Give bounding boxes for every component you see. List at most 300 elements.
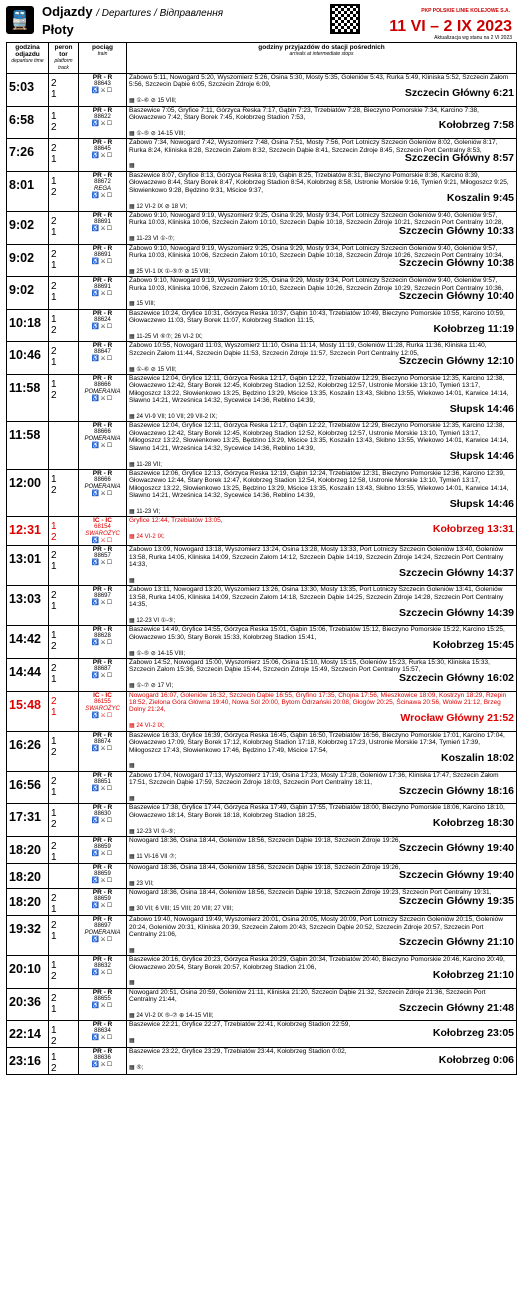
destination: Szczecin Główny 19:40 <box>399 869 514 882</box>
train-number: 88659 <box>94 896 111 903</box>
platform: 1 <box>51 521 57 533</box>
platform: 2 <box>51 695 57 707</box>
departure-time: 15:48 <box>7 691 49 731</box>
calendar-icon: ▦ <box>129 828 137 835</box>
train-name: SWAROŻYC <box>85 705 120 712</box>
remark: ▦ ①-⑥ ⊘ 15 VIII; <box>129 366 177 373</box>
departure-time: 10:18 <box>7 309 49 342</box>
destination: Słupsk 14:46 <box>449 497 514 510</box>
table-row[interactable] <box>7 988 517 1021</box>
intermediate-stops: Baszewice 8:07, Gryfice 8:13, Górzyca Reska 8:19, Gąbin 8:25, Trzebiatów 8:31, Bieczyno Pomorskie 8:36, Karcino 8:39, Głowaczewo 8:44, Stary Borek 8:47, Kołobrzeg Stadion 8:54, Kołobrzeg 8:58, Ustronie Morskie 9:16, Tymień 9:21, Miłogoszcz 9:25, Słowienkowo 9:28, Będzino 9:31, Mścice 9:37, <box>129 171 509 194</box>
amenity-icons: ♿⚔☐ <box>91 490 114 497</box>
table-row[interactable] <box>7 171 517 211</box>
train-name: POMERANIA <box>84 930 121 937</box>
train-name: REGA <box>93 185 111 192</box>
destination: Kołobrzeg 0:06 <box>438 1053 514 1066</box>
destination: Koszalin 9:45 <box>446 192 514 205</box>
track: 1 <box>51 786 57 798</box>
train-type: PR - R <box>92 659 113 667</box>
intermediate-stops: Baszewice 7:05, Gryfice 7:11, Górzyca Reska 7:17, Gąbin 7:23, Trzebiatów 7:28, Bieczyno Pomorskie 7:34, Karcino 7:38, Głowaczewo 7:42, Stary Borek 7:45, Kołobrzeg Stadion 7:53, <box>129 106 479 122</box>
departure-time: 18:20 <box>7 889 49 916</box>
train-number: 88659 <box>94 843 111 850</box>
table-row[interactable] <box>7 916 517 956</box>
calendar-icon: ▦ <box>129 795 135 802</box>
remark: ▦ 24 VI-9 VII; 10 VII; 29 VII-2 IX; <box>129 414 218 421</box>
remark: ▦ 24 VI-2 IX; <box>129 534 165 541</box>
amenity-icons: ♿⚔☐ <box>91 153 114 160</box>
calendar-icon: ▦ <box>129 268 137 275</box>
train-number: 88697 <box>94 593 111 600</box>
destination: Szczecin Główny 14:37 <box>399 566 514 579</box>
amenity-icons: ♿⚔☐ <box>91 850 114 857</box>
table-row[interactable] <box>7 277 517 310</box>
calendar-icon: ▦ <box>129 366 137 373</box>
calendar-icon: ▦ <box>129 763 135 770</box>
destination: Kołobrzeg 18:30 <box>432 817 514 830</box>
table-row[interactable] <box>7 889 517 916</box>
stops-cell <box>127 342 517 375</box>
table-row[interactable] <box>7 469 517 516</box>
train-name: POMERANIA <box>84 483 121 490</box>
train-type: PR - R <box>92 546 113 554</box>
train-number: 88697 <box>94 923 111 930</box>
stops-cell <box>127 771 517 804</box>
table-row[interactable] <box>7 546 517 586</box>
header <box>0 0 522 42</box>
platform: 1 <box>51 1025 57 1037</box>
stops-cell <box>127 889 517 916</box>
train-type: PR - R <box>92 422 113 430</box>
amenity-icons: ♿⚔☐ <box>91 323 114 330</box>
train-type: PR - R <box>92 375 113 383</box>
intermediate-stops: Żabowo 10:55, Nowogard 11:03, Wyszomierz 11:10, Osina 11:14, Mosty 11:19, Goleniów 11:28, Rurka 11:36, Kliniska 11:40, Szczecin Załom 11:44, Szczecin Dąbie 11:53, Szczecin Zdroje 11:57, Szczecin Port Centralny 12:05, <box>129 342 487 357</box>
train-number: 88634 <box>94 1028 111 1035</box>
train-type: PR - R <box>92 211 113 219</box>
track: 2 <box>51 971 57 983</box>
train-number: 88628 <box>94 633 111 640</box>
table-row[interactable] <box>7 1021 517 1048</box>
train-info <box>79 422 127 469</box>
platform-track <box>49 988 79 1021</box>
amenity-icons: ♿⚔☐ <box>91 443 114 450</box>
train-number: 88655 <box>94 995 111 1002</box>
train-number: 88672 <box>94 178 111 185</box>
train-type: PR - R <box>92 469 113 477</box>
amenity-icons: ♿⚔☐ <box>91 258 114 265</box>
platform-track <box>49 309 79 342</box>
departure-time: 16:56 <box>7 771 49 804</box>
table-row[interactable] <box>7 586 517 626</box>
train-type: PR - R <box>92 771 113 779</box>
calendar-icon: ▦ <box>129 461 137 468</box>
table-row[interactable] <box>7 211 517 244</box>
train-info <box>79 691 127 731</box>
train-type: IC - IC <box>93 691 112 699</box>
amenity-icons: ♿⚔☐ <box>91 192 114 199</box>
train-type: PR - R <box>92 916 113 924</box>
calendar-icon: ▦ <box>129 534 137 541</box>
train-name: POMERANIA <box>84 389 121 396</box>
platform: 2 <box>51 215 57 227</box>
train-type: PR - R <box>92 626 113 634</box>
stops-cell <box>127 956 517 989</box>
destination: Słupsk 14:46 <box>449 402 514 415</box>
calendar-icon: ▦ <box>129 683 137 690</box>
stops-cell <box>127 517 517 546</box>
platform-track <box>49 586 79 626</box>
destination: Szczecin Główny 14:39 <box>399 606 514 619</box>
train-info <box>79 988 127 1021</box>
table-row[interactable] <box>7 691 517 731</box>
intermediate-stops: Baszewice 20:16, Gryfice 20:23, Górzyca Reska 20:29, Gąbin 20:34, Trzebiatów 20:40, Bieczyno Pomorskie 20:46, Karcino 20:49, Głowaczewo 20:54, Stary Borek 20:57, Kołobrzeg Stadion 21:06, <box>129 956 505 971</box>
remark: ▦ 12-23 VI ①-⑤; <box>129 618 176 624</box>
train-info <box>79 342 127 375</box>
calendar-icon: ▦ <box>129 1038 135 1045</box>
platform: 1 <box>51 473 57 485</box>
departure-time: 17:31 <box>7 804 49 837</box>
track: 2 <box>51 121 57 133</box>
remark: ▦ 12 VI-2 IX ⊘ 18 VI; <box>129 203 188 210</box>
amenity-icons: ♿⚔☐ <box>91 396 114 403</box>
remark <box>129 578 514 585</box>
train-number: 88666 <box>94 476 111 483</box>
train-info <box>79 211 127 244</box>
calendar-icon: ▦ <box>129 508 137 515</box>
remark: ▦ ①-⑥ ⊘ 15 VIII; <box>129 98 177 105</box>
departure-time: 18:20 <box>7 836 49 863</box>
table-row[interactable] <box>7 74 517 107</box>
train-number: 88666 <box>94 429 111 436</box>
track: 1 <box>51 601 57 613</box>
destination: Szczecin Główny 8:57 <box>404 152 514 165</box>
table-row[interactable] <box>7 1048 517 1075</box>
page-title <box>42 4 223 19</box>
calendar-icon: ▦ <box>129 650 137 657</box>
track: 1 <box>51 904 57 916</box>
track: 1 <box>51 357 57 369</box>
train-type: PR - R <box>92 139 113 147</box>
stops-cell <box>127 586 517 626</box>
amenity-icons: ♿⚔☐ <box>91 120 114 127</box>
destination: Koszalin 18:02 <box>441 751 514 764</box>
train-number: 88691 <box>94 218 111 225</box>
remark: ▦ 24 VI-2 IX; <box>129 723 165 730</box>
stops-cell <box>127 1021 517 1048</box>
intermediate-stops: Baszewice 12:04, Gryfice 12:11, Górzyca Reska 12:17, Gąbin 12:22, Trzebiatów 12:29, Bieczyno Pomorskie 12:35, Karcino 12:38, Głowaczewo 12:42, Stary Borek 12:45, Kołobrzeg Stadion 12:52, Kołobrzeg 12:57, Ustronie Morskie 13:10, Tymień 13:17, Miłogoszcz 13:22, Słowienkowo 13:25, Będzino 13:29, Mścice 13:35, Koszalin 13:43, Skibno 13:55, Wiekowo 14:01, Karwice 14:14, Sławno 14:21, Wrześnica 14:32, Sycewice 14:36, Reblino 14:39, <box>129 375 509 405</box>
table-row[interactable] <box>7 626 517 659</box>
intermediate-stops: Gryfice 12:44, Trzebiatów 13:05, <box>129 517 223 525</box>
station-name: Płoty <box>42 22 74 37</box>
train-info <box>79 171 127 211</box>
amenity-icons: ♿⚔☐ <box>91 818 114 825</box>
train-type: PR - R <box>92 889 113 897</box>
platform-track <box>49 889 79 916</box>
platform: 2 <box>51 775 57 787</box>
departure-time: 20:10 <box>7 956 49 989</box>
intermediate-stops: Baszewice 16:33, Gryfice 16:39, Górzyca Reska 16:45, Gąbin 16:50, Trzebiatów 16:56, Bieczyno Pomorskie 17:01, Karcino 17:04, Głowaczewo 17:09, Stary Borek 17:12, Kołobrzeg Stadion 17:18, Kołobrzeg 17:23, Ustronie Morskie 17:34, Tymień 17:39, Miłogoszcz 17:43, Słowienkowo 17:46, Będzino 17:49, Mścice 17:54, <box>129 731 505 754</box>
departure-time: 11:58 <box>7 422 49 469</box>
intermediate-stops: Baszewice 14:49, Gryfice 14:55, Górzyca Reska 15:01, Gąbin 15:06, Trzebiatów 15:12, Bieczyno Pomorskie 15:22, Karcino 15:25, Głowaczewo 15:30, Stary Borek 15:33, Kołobrzeg Stadion 15:41, <box>129 626 505 641</box>
destination: Kołobrzeg 21:10 <box>432 969 514 982</box>
amenity-icons: ♿⚔☐ <box>91 970 114 977</box>
remark: ▦ 11 VI-16 VII ⑦; <box>129 853 177 860</box>
stops-cell <box>127 277 517 310</box>
stops-cell <box>127 469 517 516</box>
destination: Szczecin Główny 19:40 <box>399 842 514 855</box>
remark: ▦ ①-⑦ ⊘ 17 VI; <box>129 683 174 690</box>
amenity-icons: ♿⚔☐ <box>91 225 114 232</box>
train-icon: 🚆 <box>6 6 34 34</box>
remark: ▦ 11-23 VI ①-⑦; <box>129 236 175 243</box>
intermediate-stops: Baszewice 22:21, Gryfice 22:27, Trzebiatów 22:41, Kołobrzeg Stadion 22:59, <box>129 1021 351 1029</box>
departure-time: 12:31 <box>7 517 49 546</box>
destination: Szczecin Główny 21:10 <box>399 936 514 949</box>
calendar-icon: ▦ <box>129 236 137 243</box>
track: 1 <box>51 154 57 166</box>
amenity-icons: ♿⚔☐ <box>91 356 114 363</box>
table-row[interactable] <box>7 375 517 422</box>
train-number: 88636 <box>94 1055 111 1062</box>
calendar-icon: ▦ <box>129 618 137 624</box>
platform: 1 <box>51 960 57 972</box>
calendar-icon: ▦ <box>129 723 137 730</box>
table-row[interactable] <box>7 139 517 172</box>
stops-cell <box>127 626 517 659</box>
train-number: 88624 <box>94 316 111 323</box>
table-header-row <box>7 43 517 74</box>
intermediate-stops: Żabowo 9:10, Nowogard 9:19, Wyszomierz 9:25, Osina 9:29, Mosty 9:34, Port Lotniczy Szczecin Goleniów 9:40, Goleniów 9:57, Rurka 10:03, Kliniska 10:06, Szczecin Załom 10:10, Szczecin Dąbie 10:18, Szczecin Zdroje 10:26, Szczecin Port Centralny 10:34, <box>129 244 504 259</box>
title-text: Odjazdy <box>42 4 93 19</box>
destination: Kołobrzeg 7:58 <box>438 119 514 132</box>
platform: 2 <box>51 920 57 932</box>
intermediate-stops: Żabowo 14:52, Nowogard 15:00, Wyszomierz 15:06, Osina 15:10, Mosty 15:15, Goleniów 15:23, Rurka 15:30, Kliniska 15:33, Szczecin Załom 15:36, Szczecin Dąbie 15:44, Szczecin Zdroje 15:49, Szczecin Port Centralny 15:57, <box>129 659 490 674</box>
calendar-icon: ▦ <box>129 947 135 954</box>
train-info <box>79 659 127 692</box>
train-number: 68154 <box>94 524 111 531</box>
train-type: PR - R <box>92 74 113 81</box>
remark: ▦ 23 VII; <box>129 880 154 887</box>
table-row[interactable] <box>7 342 517 375</box>
stops-cell <box>127 1048 517 1075</box>
remark <box>129 948 514 955</box>
departure-time: 13:03 <box>7 586 49 626</box>
col-train: pociąg train <box>79 43 127 74</box>
table-row[interactable] <box>7 106 517 139</box>
platform-track <box>49 1048 79 1075</box>
platform: 2 <box>51 248 57 260</box>
departure-time: 6:58 <box>7 106 49 139</box>
destination: Kołobrzeg 15:45 <box>432 639 514 652</box>
table-row[interactable] <box>7 422 517 469</box>
remark: ▦ 11-28 VII; <box>129 461 162 468</box>
qr-code-icon[interactable] <box>330 4 360 34</box>
intermediate-stops: Żabowo 13:09, Nowogard 13:18, Wyszomierz 13:24, Osina 13:28, Mosty 13:33, Port Lotniczy Szczecin Goleniów 13:40, Goleniów 13:58, Rurka 14:05, Kliniska 14:09, Szczecin Załom 14:12, Szczecin Dąbie 14:19, Szczecin Zdroje 14:24, Szczecin Port Centralny 14:33, <box>129 546 504 569</box>
destination: Kołobrzeg 23:05 <box>432 1026 514 1039</box>
train-number: 88632 <box>94 963 111 970</box>
track: 2 <box>51 819 57 831</box>
destination: Szczecin Główny 10:33 <box>399 224 514 237</box>
intermediate-stops: Baszewice 10:24, Gryfice 10:31, Górzyca Reska 10:37, Gąbin 10:43, Trzebiatów 10:49, Bieczyno Pomorskie 10:55, Karcino 10:59, Głowaczewo 11:03, Stary Borek 11:07, Kołobrzeg Stadion 11:15, <box>129 309 505 325</box>
train-info <box>79 469 127 516</box>
track: 1 <box>51 226 57 238</box>
train-number: 88657 <box>94 553 111 560</box>
track: 1 <box>51 89 57 100</box>
calendar-icon: ▦ <box>129 880 137 887</box>
train-type: PR - R <box>92 244 113 252</box>
platform-track <box>49 691 79 731</box>
train-number: 88674 <box>94 738 111 745</box>
train-name: POMERANIA <box>84 436 121 443</box>
platform: 2 <box>51 590 57 602</box>
train-info <box>79 956 127 989</box>
amenity-icons: ♿⚔☐ <box>91 937 114 944</box>
platform-track <box>49 1021 79 1048</box>
platform-track <box>49 139 79 172</box>
intermediate-stops: Żabowo 7:34, Nowogard 7:42, Wyszomierz 7:48, Osina 7:51, Mosty 7:56, Port Lotniczy Szczecin Goleniów 8:02, Goleniów 8:17, Rurka 8:24, Kliniska 8:28, Szczecin Załom 8:32, Szczecin Dąbie 8:41, Szczecin Zdroje 8:45, Szczecin Port Centralny 8:53, <box>129 139 498 154</box>
platform-track <box>49 422 79 469</box>
table-row[interactable] <box>7 771 517 804</box>
train-info <box>79 889 127 916</box>
stops-cell <box>127 139 517 172</box>
departure-time: 7:26 <box>7 139 49 172</box>
amenity-icons: ♿⚔☐ <box>91 673 114 680</box>
departure-time: 14:42 <box>7 626 49 659</box>
train-info <box>79 804 127 837</box>
intermediate-stops: Baszewice 17:38, Gryfice 17:44, Górzyca Reska 17:49, Gąbin 17:55, Trzebiatów 18:00, Bieczyno Pomorskie 18:06, Karcino 18:10, Głowaczewo 18:14, Stary Borek 18:18, Kołobrzeg Stadion 18:25, <box>129 804 505 819</box>
platform-track <box>49 731 79 771</box>
remark: ▦ ⑤; <box>129 1065 144 1072</box>
train-type: PR - R <box>92 988 113 996</box>
stops-cell <box>127 211 517 244</box>
stops-cell <box>127 74 517 107</box>
train-info <box>79 626 127 659</box>
departures-table <box>6 42 517 1075</box>
departure-time: 11:58 <box>7 375 49 422</box>
table-row[interactable] <box>7 836 517 863</box>
train-number: 86155 <box>94 698 111 705</box>
track: 2 <box>51 390 57 402</box>
train-type: PR - R <box>92 836 113 844</box>
table-row[interactable] <box>7 517 517 546</box>
brand-logo: PKP POLSKIE LINIE KOLEJOWE S.A. <box>421 8 510 14</box>
platform-track <box>49 771 79 804</box>
train-type: PR - R <box>92 804 113 812</box>
table-row[interactable] <box>7 956 517 989</box>
remark <box>129 1038 514 1045</box>
platform-track <box>49 375 79 422</box>
train-number: 88691 <box>94 284 111 291</box>
train-info <box>79 106 127 139</box>
remark <box>129 763 514 770</box>
destination: Szczecin Główny 10:40 <box>399 289 514 302</box>
train-type: PR - R <box>92 106 113 114</box>
intermediate-stops: Baszewice 12:04, Gryfice 12:11, Górzyca Reska 12:17, Gąbin 12:22, Trzebiatów 12:29, Bieczyno Pomorskie 12:35, Karcino 12:38, Głowaczewo 12:42, Stary Borek 12:45, Kołobrzeg Stadion 12:52, Kołobrzeg 12:57, Ustronie Morskie 13:10, Tymień 13:17, Miłogoszcz 13:22, Słowienkowo 13:25, Będzino 13:29, Mścice 13:35, Koszalin 13:43, Skibno 13:55, Wiekowo 14:01, Karwice 14:14, Sławno 14:21, Wrześnica 14:32, Sycewice 14:36, Reblino 14:39, <box>129 422 509 452</box>
intermediate-stops: Żabowo 9:10, Nowogard 9:19, Wyszomierz 9:25, Osina 9:29, Mosty 9:34, Port Lotniczy Szczecin Goleniów 9:40, Goleniów 9:57, Rurka 10:03, Kliniska 10:06, Szczecin Załom 10:10, Szczecin Dąbie 10:26, Szczecin Zdroje 10:29, Szczecin Port Centralny 10:36, <box>129 277 504 292</box>
departure-time: 16:26 <box>7 731 49 771</box>
table-row[interactable] <box>7 244 517 277</box>
platform-track <box>49 659 79 692</box>
platform: 1 <box>51 175 57 187</box>
train-type: PR - R <box>92 863 113 871</box>
stops-cell <box>127 422 517 469</box>
intermediate-stops: Baszewice 12:06, Gryfice 12:13, Górzyca Reska 12:19, Gąbin 12:24, Trzebiatów 12:31, Bieczyno Pomorskie 12:36, Karcino 12:39, Głowaczewo 12:44, Stary Borek 12:47, Kołobrzeg Stadion 12:54, Kołobrzeg 12:58, Ustronie Morskie 13:10, Tymień 13:17, Miłogoszcz 13:22, Słowienkowo 13:25, Będzino 13:29, Mścice 13:35, Koszalin 13:43, Skibno 13:55, Wiekowo 14:01, Karwice 14:14, Sławno 14:21, Wrześnica 14:32, Sycewice 14:36, Reblino 14:39, <box>129 469 509 500</box>
remark: ▦ 25 VI-1 IX ①-⑤⑦ ⊘ 15 VIII; <box>129 268 211 275</box>
train-type: IC - IC <box>93 517 112 525</box>
platform-track <box>49 171 79 211</box>
platform-track <box>49 211 79 244</box>
remark: ▦ 11-25 VI ⑥⑦; 26 VI-2 IX; <box>129 334 203 340</box>
train-number: 88691 <box>94 251 111 258</box>
stops-cell <box>127 804 517 837</box>
calendar-icon: ▦ <box>129 414 137 421</box>
platform-track <box>49 956 79 989</box>
destination: Kołobrzeg 11:19 <box>433 322 514 335</box>
track: 1 <box>51 931 57 943</box>
destination: Szczecin Główny 19:35 <box>399 894 514 907</box>
stops-cell <box>127 731 517 771</box>
intermediate-stops: Nowogard 16:07, Goleniów 16:32, Szczecin Dąbie 16:55, Gryfino 17:35, Chojna 17:56, Mieszkowice 18:09, Kostrzyn 18:29, Rzepin 18:52, Zielona Góra Główna 19:40, Nowa Sól 20:00, Bytom Odrzański 20:08, Głogów 20:25, Ścinawa 20:56, Wołów 21:12, Brzeg Dolny 21:24, <box>129 691 507 714</box>
remark: ▦ 30 VII; 6 VIII; 15 VIII; 20 VIII; 27 VIII; <box>129 906 234 912</box>
amenity-icons: ♿⚔☐ <box>91 712 114 719</box>
intermediate-stops: Baszewice 23:22, Gryfice 23:29, Trzebiatów 23:44, Kołobrzeg Stadion 0:02, <box>129 1048 347 1056</box>
col-platform: peron tor platform track <box>49 43 79 74</box>
departure-time: 9:02 <box>7 211 49 244</box>
table-row[interactable] <box>7 863 517 888</box>
track: 2 <box>51 186 57 198</box>
train-info <box>79 375 127 422</box>
intermediate-stops: Nowogard 18:36, Osina 18:44, Goleniów 18:56, Szczecin Dąbie 19:18, Szczecin Zdroje 19:23, Szczecin Port Centralny 19:31, <box>129 889 492 897</box>
stops-cell <box>127 244 517 277</box>
train-type: PR - R <box>92 731 113 739</box>
amenity-icons: ♿⚔☐ <box>91 877 114 884</box>
departure-time: 14:44 <box>7 659 49 692</box>
calendar-icon: ▦ <box>129 980 135 987</box>
platform: 2 <box>51 143 57 155</box>
intermediate-stops: Żabowo 13:11, Nowogard 13:20, Wyszomierz 13:26, Osina 13:30, Mosty 13:35, Port Lotniczy Szczecin Goleniów 13:41, Goleniów 13:58, Rurka 14:05, Kliniska 14:09, Szczecin Załom 14:18, Szczecin Dąbie 14:25, Szczecin Zdroje 14:28, Szczecin Port Centralny 14:35, <box>129 586 504 609</box>
train-type: PR - R <box>92 956 113 964</box>
track: 2 <box>51 1036 57 1048</box>
departure-time: 13:01 <box>7 546 49 586</box>
departure-time: 10:46 <box>7 342 49 375</box>
train-info <box>79 771 127 804</box>
intermediate-stops: Żabowo 9:10, Nowogard 9:19, Wyszomierz 9:25, Osina 9:29, Mosty 9:34, Port Lotniczy Szczecin Goleniów 9:40, Goleniów 9:57, Rurka 10:03, Kliniska 10:06, Szczecin Załom 10:10, Szczecin Dąbie 10:18, Szczecin Zdroje 10:21, Szczecin Port Centralny 10:28, <box>129 211 504 227</box>
amenity-icons: ♿⚔☐ <box>91 538 114 545</box>
table-row[interactable] <box>7 309 517 342</box>
train-number: 88659 <box>94 870 111 877</box>
platform: 1 <box>51 1052 57 1064</box>
track: 1 <box>51 1003 57 1015</box>
platform: 1 <box>51 379 57 391</box>
track: 2 <box>51 746 57 758</box>
departure-time: 9:02 <box>7 277 49 310</box>
train-type: PR - R <box>92 586 113 594</box>
departure-time: 12:00 <box>7 469 49 516</box>
track: 1 <box>51 674 57 686</box>
train-number: 88645 <box>94 146 111 153</box>
platform-track <box>49 106 79 139</box>
calendar-icon: ▦ <box>129 301 137 308</box>
train-number: 88630 <box>94 811 111 818</box>
train-type: PR - R <box>92 277 113 285</box>
table-row[interactable] <box>7 659 517 692</box>
intermediate-stops: Żabowo 19:40, Nowogard 19:49, Wyszomierz 20:01, Osina 20:05, Mosty 20:09, Port Lotniczy Szczecin Goleniów 20:15, Goleniów 20:24, Goleniów 20:31, Kliniska 20:39, Szczecin Załom 20:43, Szczecin Dąbie 20:52, Szczecin Zdroje 20:57, Szczecin Port Centralny 21:06, <box>129 916 503 938</box>
train-number: 88647 <box>94 349 111 356</box>
stops-cell <box>127 863 517 888</box>
platform: 2 <box>51 663 57 675</box>
table-row[interactable] <box>7 731 517 771</box>
table-row[interactable] <box>7 804 517 837</box>
amenity-icons: ♿⚔☐ <box>91 903 114 910</box>
